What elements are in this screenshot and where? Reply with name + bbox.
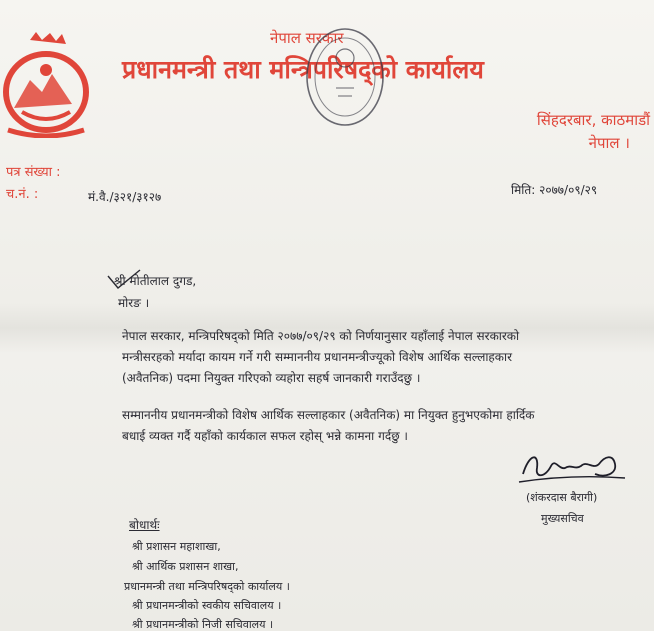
cc-item: प्रधानमन्त्री तथा मन्त्रिपरिषद्को कार्यालय । xyxy=(124,580,290,593)
cc-item: श्री प्रधानमन्त्रीको निजी सचिवालय । xyxy=(132,618,274,631)
body-paragraph-1 xyxy=(122,326,642,389)
cc-item: श्री प्रधानमन्त्रीको स्वकीय सचिवालय । xyxy=(132,599,282,612)
letter-number-label: पत्र संख्या : xyxy=(6,165,61,180)
government-name: नेपाल सरकार xyxy=(270,29,344,47)
body-line: सम्माननीय प्रधानमन्त्रीको विशेष आर्थिक सल्लाहकार (अवैतनिक) मा नियुक्त हुनुभएकोमा हार्दिक xyxy=(122,408,535,422)
office-seal-stamp xyxy=(300,22,390,132)
cc-heading: बोधार्थः xyxy=(129,518,160,532)
recipient-place: मोरङ । xyxy=(118,296,150,310)
dispatch-number-label: च.नं. : xyxy=(6,187,39,202)
body-line: बधाई व्यक्त गर्दै यहाँको कार्यकाल सफल रहोस् भन्ने कामना गर्दछु । xyxy=(122,429,408,443)
office-address: सिंहदरबार, काठमाडौं xyxy=(536,111,650,129)
recipient-name: श्री मोतीलाल दुगड, xyxy=(114,274,197,288)
reference-number: मं.वै./३२१/३१२७ xyxy=(88,190,162,204)
signatory-name: (शंकरदास बैरागी) xyxy=(526,491,598,504)
nepal-emblem-icon xyxy=(0,30,92,138)
office-country: नेपाल । xyxy=(588,134,630,152)
office-name: प्रधानमन्त्री तथा मन्त्रिपरिषद्को कार्यालय xyxy=(122,55,484,84)
body-line: (अवैतनिक) पदमा नियुक्त गरिएको व्यहोरा सहर्ष जानकारी गराउँदछु । xyxy=(122,371,421,385)
handwritten-signature xyxy=(515,444,630,492)
body-line: मन्त्रीसरहको मर्यादा कायम गर्ने गरी सम्माननीय प्रधानमन्त्रीज्यूको विशेष आर्थिक सल्लाहकार xyxy=(122,350,513,364)
body-paragraph-2 xyxy=(122,405,642,447)
signatory-title: मुख्यसचिव xyxy=(541,512,584,525)
letter-date: मिति: २०७७/०९/२९ xyxy=(511,183,598,197)
body-line: नेपाल सरकार, मन्त्रिपरिषद्को मिति २०७७/०९/२९ को निर्णयानुसार यहाँलाई नेपाल सरकारको xyxy=(122,329,520,343)
cc-item: श्री प्रशासन महाशाखा, xyxy=(132,540,221,553)
cc-item: श्री आर्थिक प्रशासन शाखा, xyxy=(132,560,239,573)
